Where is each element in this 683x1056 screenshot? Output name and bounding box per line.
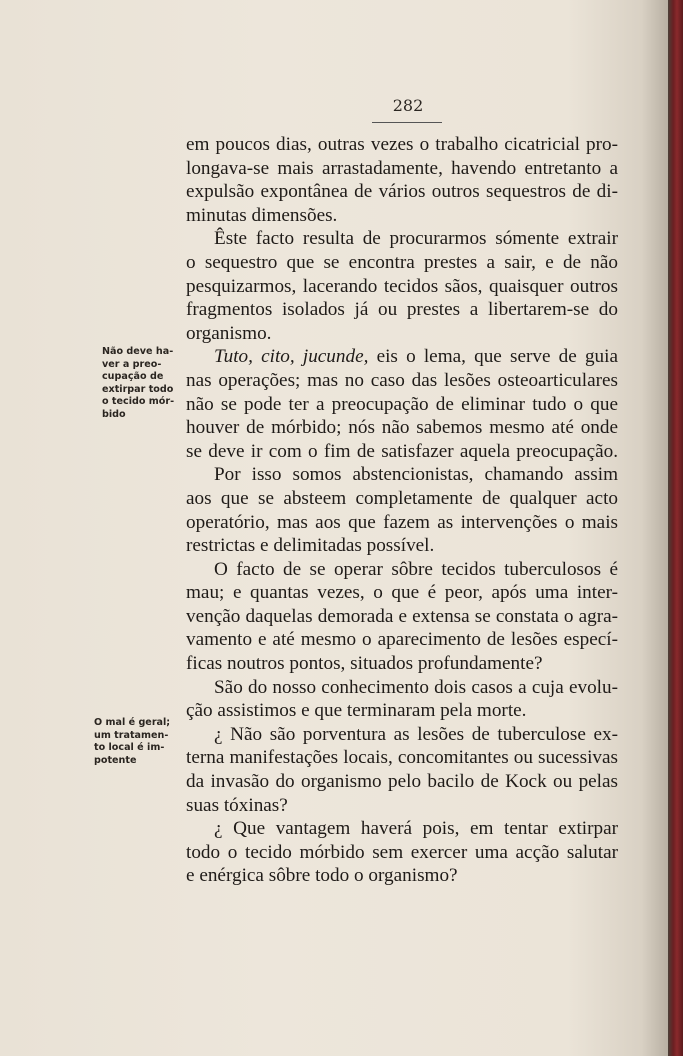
text-line: O facto de se operar sôbre tecidos tuberculosos é: [214, 558, 618, 580]
text-line: expulsão expontânea de vários outros sequestros de di-: [186, 181, 618, 203]
margin-note-line: O mal é geral;: [94, 717, 171, 728]
margin-note-line: ver a preo-: [102, 358, 162, 370]
text-line: mau; e quantas vezes, o que é peor, após uma inter-: [186, 582, 618, 604]
text-line: organismo.: [186, 322, 272, 344]
text-line: nas operações; mas no caso das lesões osteoarticulares: [186, 369, 618, 391]
text-line: o sequestro que se encontra prestes a sair, e de não: [186, 251, 618, 273]
text-line: São do nosso conhecimento dois casos a cuja evolu-: [214, 676, 618, 698]
text-line: Êste facto resulta de procurarmos sómente extrair: [214, 228, 618, 250]
page-number: 282: [392, 96, 424, 115]
margin-note-line: um tratamen-: [94, 729, 169, 741]
text-line: se deve ir com o fim de satisfazer aquela preocupação.: [186, 440, 618, 462]
text-line: ção assistimos e que terminaram pela morte.: [186, 700, 527, 722]
text-line: não se pode ter a preocupação de eliminar tudo o que: [186, 393, 618, 415]
text-line: houver de mórbido; nós não sabemos mesmo até onde: [186, 417, 618, 439]
text-line: pesquizarmos, lacerando tecidos sãos, quaisquer outros: [186, 275, 618, 297]
text-line: venção daquelas demorada e extensa se constata o agra-: [186, 605, 618, 627]
text-line: aos que se absteem completamente de qualquer acto: [186, 487, 618, 509]
text-fragment: eis o lema, que serve de guia: [368, 346, 618, 368]
text-line: ¿ Não são porventura as lesões de tuberculose ex-: [214, 723, 618, 745]
text-line: terna manifestações locais, concomitantes ou sucessivas: [186, 747, 618, 769]
margin-note-line: bido: [102, 408, 126, 420]
text-line: fragmentos isolados já ou prestes a libertarem-se do: [186, 299, 618, 321]
margin-note-line: to local é im-: [94, 742, 165, 753]
text-line: operatório, mas aos que fazem as intervenções o mais: [186, 511, 618, 533]
text-line: ¿ Que vantagem haverá pois, em tentar extirpar: [214, 818, 618, 840]
margin-note-line: Não deve ha-: [102, 346, 174, 357]
margin-note-1: [102, 346, 176, 421]
body-text: [186, 133, 618, 888]
margin-note-line: potente: [94, 754, 137, 766]
text-line: Por isso somos abstencionistas, chamando assim: [214, 464, 618, 486]
text-line: longava-se mais arrastadamente, havendo entretanto a: [186, 157, 618, 179]
text-line-motto: [186, 345, 618, 369]
text-line: minutas dimensões.: [186, 204, 338, 226]
text-line: da invasão do organismo pelo bacilo de Kock ou pelas: [186, 771, 618, 793]
margin-note-line: cupação de: [102, 371, 164, 382]
text-line: e enérgica sôbre todo o organismo?: [186, 865, 458, 887]
text-line: ficas noutros pontos, situados profundamente?: [186, 653, 543, 675]
text-line: vamento e até mesmo o aparecimento de lesões especí-: [186, 629, 618, 651]
margin-note-line: o tecido mór-: [102, 396, 175, 407]
latin-motto: Tuto, cito, jucunde,: [214, 346, 369, 368]
margin-note-2: [94, 717, 176, 767]
margin-note-line: extirpar todo: [102, 383, 174, 395]
text-line: suas tóxinas?: [186, 794, 288, 816]
text-line: restrictas e delimitadas possível.: [186, 535, 435, 557]
text-line: em poucos dias, outras vezes o trabalho cicatricial pro-: [186, 134, 618, 155]
text-line: todo o tecido mórbido sem exercer uma acção salutar: [186, 841, 618, 863]
book-edge: [668, 0, 683, 1056]
page-number-rule: [372, 122, 442, 123]
